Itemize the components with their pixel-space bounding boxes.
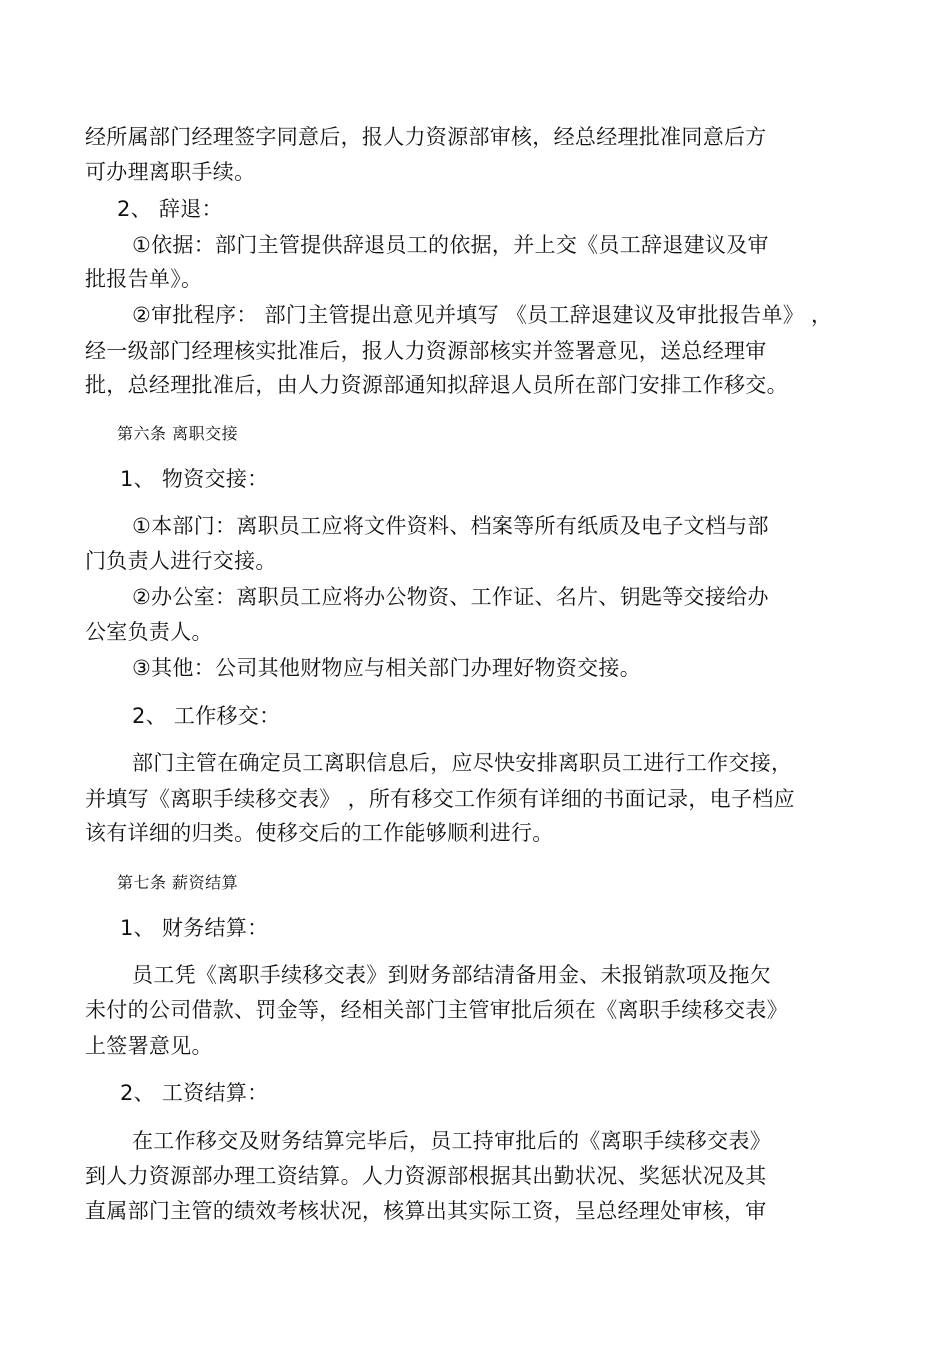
text-line: 公室负责人。 xyxy=(85,620,213,644)
text-line: 经一级部门经理核实批准后，报人力资源部核实并签署意见，送总经理审 xyxy=(85,339,767,363)
text-line: 直属部门主管的绩效考核状况，核算出其实际工资，呈总经理处审核，审 xyxy=(85,1199,767,1223)
list-item-heading: 1、 物资交接： xyxy=(120,467,269,491)
section-heading: 第七条 薪资结算 xyxy=(117,873,239,892)
list-item-heading: 2、 辞退： xyxy=(117,197,223,221)
text-line: ②审批程序： 部门主管提出意见并填写 《员工辞退建议及审批报告单》 ， xyxy=(132,303,833,327)
text-line: ①依据：部门主管提供辞退员工的依据，并上交《员工辞退建议及审 xyxy=(132,233,769,257)
text-line: ①本部门：离职员工应将文件资料、档案等所有纸质及电子文档与部 xyxy=(132,514,769,538)
list-item-heading: 2、 工资结算： xyxy=(120,1081,269,1105)
text-line: 批报告单》。 xyxy=(85,267,203,291)
text-line: 该有详细的归类。使移交后的工作能够顺利进行。 xyxy=(85,821,554,845)
text-line: 在工作移交及财务结算完毕后，员工持审批后的《离职手续移交表》 xyxy=(132,1129,771,1153)
text-line: 员工凭《离职手续移交表》到财务部结清备用金、未报销款项及拖欠 xyxy=(132,963,771,987)
text-line: 经所属部门经理签字同意后，报人力资源部审核，经总经理批准同意后方 xyxy=(85,125,767,149)
text-line: ②办公室：离职员工应将办公物资、工作证、名片、钥匙等交接给办 xyxy=(132,585,769,609)
text-line: 可办理离职手续。 xyxy=(85,160,256,184)
text-line: 未付的公司借款、罚金等，经相关部门主管审批后须在《离职手续移交表》 xyxy=(85,998,788,1022)
text-line: 到人力资源部办理工资结算。人力资源部根据其出勤状况、奖惩状况及其 xyxy=(85,1164,767,1188)
text-line: 部门主管在确定员工离职信息后，应尽快安排离职员工进行工作交接， xyxy=(132,751,793,775)
list-item-heading: 2、 工作移交： xyxy=(132,704,281,728)
section-heading: 第六条 离职交接 xyxy=(117,424,239,443)
text-line: 批，总经理批准后，由人力资源部通知拟辞退人员所在部门安排工作移交。 xyxy=(85,373,788,397)
list-item-heading: 1、 财务结算： xyxy=(120,916,269,940)
text-line: 上签署意见。 xyxy=(85,1034,213,1058)
text-line: 门负责人进行交接。 xyxy=(85,549,277,573)
text-line: ③其他：公司其他财物应与相关部门办理好物资交接。 xyxy=(132,656,642,680)
text-line: 并填写《离职手续移交表》 ，所有移交工作须有详细的书面记录，电子档应 xyxy=(85,787,795,811)
